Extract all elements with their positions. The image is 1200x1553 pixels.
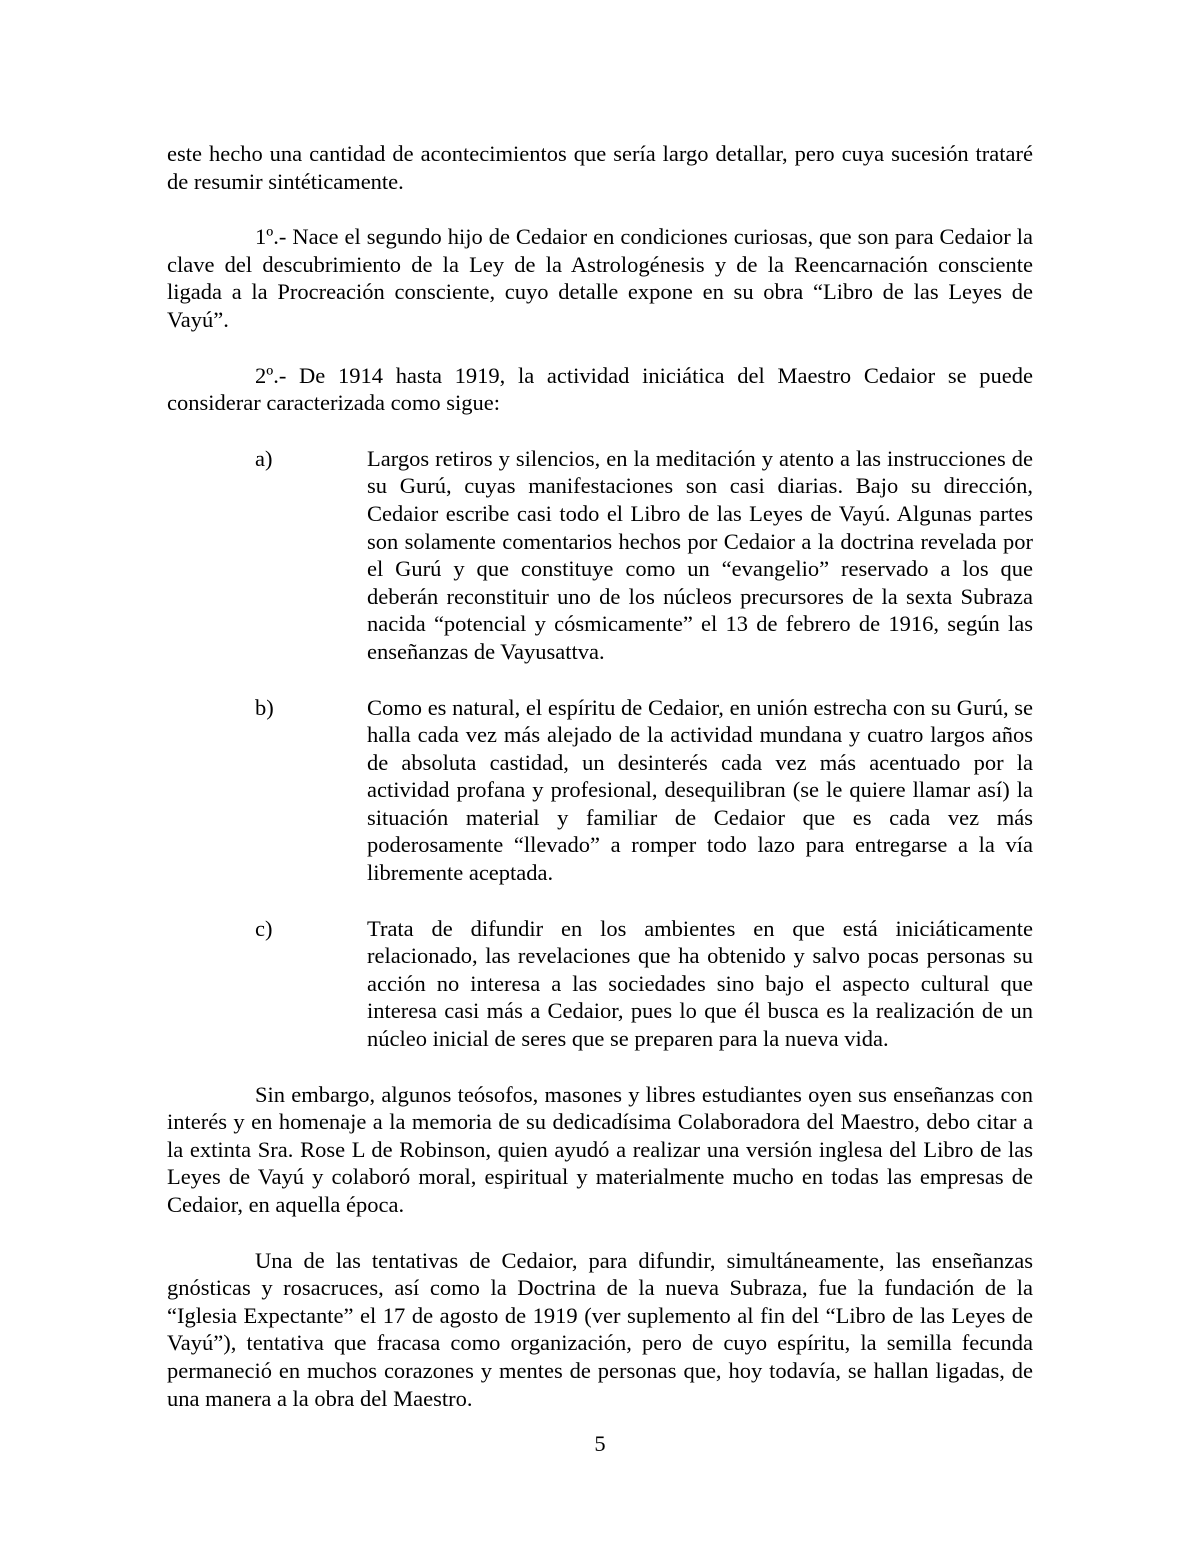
- paragraph-item-1: 1º.- Nace el segundo hijo de Cedaior en condiciones curiosas, que son para Cedaior la clave del descubrimiento de la Ley de la Astrologénesis y de la Reencarnación consciente ligada a la Procreación consciente, cuyo detalle expone en su obra “Libro de las Leyes de Vayú”.: [167, 224, 1033, 332]
- paragraph-una-de-las-tentativas: Una de las tentativas de Cedaior, para difundir, simultáneamente, las enseñanzas gnósticas y rosacruces, así como la Doctrina de la nueva Subraza, fue la fundación de la “Iglesia Expectante” el 17 de agosto de 1919 (ver suplemento al fin del “Libro de las Leyes de Vayú”), tentativa que fracasa como organización, pero de cuyo espíritu, la semilla fecunda permaneció en muchos corazones y mentes de personas que, hoy todavía, se hallan ligadas, de una manera a la obra del Maestro.: [167, 1247, 1033, 1411]
- page-number: 5: [594, 1431, 606, 1456]
- list-text-b: Como es natural, el espíritu de Cedaior, en unión estrecha con su Gurú, se halla cada vez más alejado de la actividad mundana y cuatro largos años de absoluta castidad, un desinterés cada vez más acentuado por la actividad profana y profesional, desequilibran (se le quiere llamar así) la situación material y familiar de Cedaior que es cada vez más poderosamente “llevado” a romper todo lazo para entregarse a la vía libremente aceptada.: [367, 694, 1033, 886]
- paragraph-item-2: 2º.- De 1914 hasta 1919, la actividad iniciática del Maestro Cedaior se puede considerar caracterizada como sigue:: [167, 362, 1033, 416]
- document-body: [167, 140, 1033, 1412]
- list-marker-a: a): [255, 445, 273, 471]
- list-marker-b: b): [255, 694, 274, 720]
- list-text-c: Trata de difundir en los ambientes en que está iniciáticamente relacionado, las revelaciones que ha obtenido y salvo pocas personas su acción no interesa a las sociedades sino bajo el aspecto cultural que interesa casi más a Cedaior, pues lo que él busca es la realización de un núcleo inicial de seres que se preparen para la nueva vida.: [367, 915, 1033, 1052]
- paragraph-continuation: este hecho una cantidad de acontecimientos que sería largo detallar, pero cuya sucesión trataré de resumir sintéticamente.: [167, 141, 1033, 194]
- list-item-a: [255, 445, 1033, 666]
- paragraph-sin-embargo: Sin embargo, algunos teósofos, masones y libres estudiantes oyen sus enseñanzas con interés y en homenaje a la memoria de su dedicadísima Colaboradora del Maestro, debo citar a la extinta Sra. Rose L de Robinson, quien ayudó a realizar una versión inglesa del Libro de las Leyes de Vayú y colaboró moral, espiritual y materialmente mucho en todas las empresas de Cedaior, en aquella época.: [167, 1081, 1033, 1217]
- list-item-c: [255, 915, 1033, 1053]
- list-item-b: [255, 694, 1033, 887]
- list-marker-c: c): [255, 915, 273, 941]
- list-text-a: Largos retiros y silencios, en la meditación y atento a las instrucciones de su Gurú, cuyas manifestaciones son casi diarias. Bajo su dirección, Cedaior escribe casi todo el Libro de las Leyes de Vayú. Algunas partes son solamente comentarios hechos por Cedaior a la doctrina revelada por el Gurú y que constituye como un “evangelio” reservado a los que deberán reconstituir uno de los núcleos precursores de la sexta Subraza nacida “potencial y cósmicamente” el 13 de febrero de 1916, según las enseñanzas de Vayusattva.: [367, 445, 1033, 664]
